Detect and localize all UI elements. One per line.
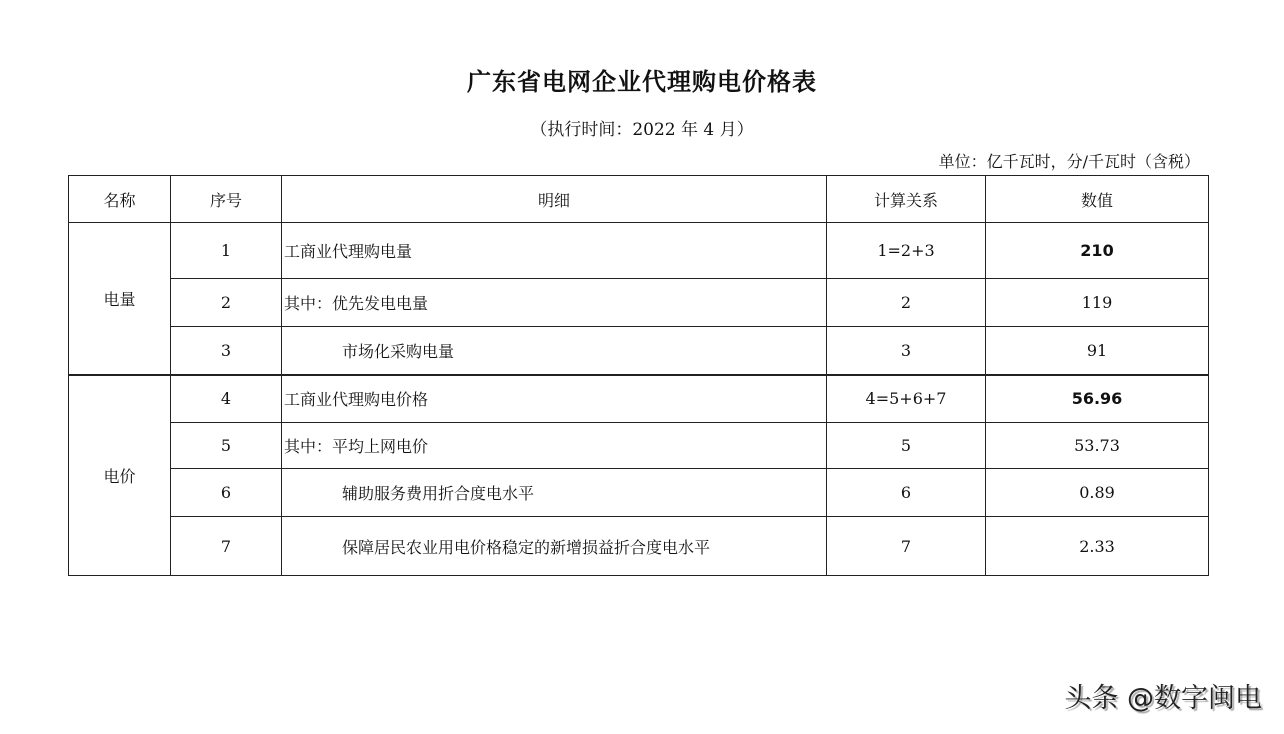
row-detail: 工商业代理购电价格 (282, 375, 827, 423)
header-name: 名称 (69, 176, 171, 223)
row-no: 3 (171, 327, 282, 375)
table-row (69, 517, 1209, 576)
header-no: 序号 (171, 176, 282, 223)
group-name: 电量 (69, 223, 171, 375)
header-detail: 明细 (282, 176, 827, 223)
row-calc: 3 (827, 327, 986, 375)
row-value: 2.33 (986, 517, 1209, 576)
table-row (69, 423, 1209, 469)
row-no: 5 (171, 423, 282, 469)
watermark: 头条 @数字闽电 (1064, 683, 1262, 714)
table-header-row (69, 176, 1209, 223)
header-value: 数值 (986, 176, 1209, 223)
table-row (69, 469, 1209, 517)
table-row (69, 327, 1209, 375)
row-detail: 保障居民农业用电价格稳定的新增损益折合度电水平 (282, 517, 827, 576)
row-calc: 4=5+6+7 (827, 375, 986, 423)
price-table (68, 175, 1209, 576)
row-detail: 工商业代理购电量 (282, 223, 827, 279)
unit-note: 单位：亿千瓦时，分/千瓦时（含税） (938, 152, 1200, 171)
row-value: 53.73 (986, 423, 1209, 469)
row-calc: 6 (827, 469, 986, 517)
row-value: 91 (986, 327, 1209, 375)
row-calc: 1=2+3 (827, 223, 986, 279)
table-row (69, 279, 1209, 327)
row-detail: 其中：平均上网电价 (282, 423, 827, 469)
row-value: 119 (986, 279, 1209, 327)
row-value: 210 (986, 223, 1209, 279)
row-value: 56.96 (986, 375, 1209, 423)
page-title: 广东省电网企业代理购电价格表 (467, 67, 817, 96)
row-no: 7 (171, 517, 282, 576)
row-calc: 5 (827, 423, 986, 469)
row-no: 2 (171, 279, 282, 327)
row-detail: 其中：优先发电电量 (282, 279, 827, 327)
row-no: 4 (171, 375, 282, 423)
group-name: 电价 (69, 375, 171, 576)
row-value: 0.89 (986, 469, 1209, 517)
effective-date: （执行时间：2022 年 4 月） (530, 120, 754, 140)
table-row (69, 223, 1209, 279)
row-no: 6 (171, 469, 282, 517)
table-row (69, 375, 1209, 423)
row-detail: 市场化采购电量 (282, 327, 827, 375)
row-calc: 2 (827, 279, 986, 327)
header-calc: 计算关系 (827, 176, 986, 223)
row-no: 1 (171, 223, 282, 279)
row-detail: 辅助服务费用折合度电水平 (282, 469, 827, 517)
row-calc: 7 (827, 517, 986, 576)
